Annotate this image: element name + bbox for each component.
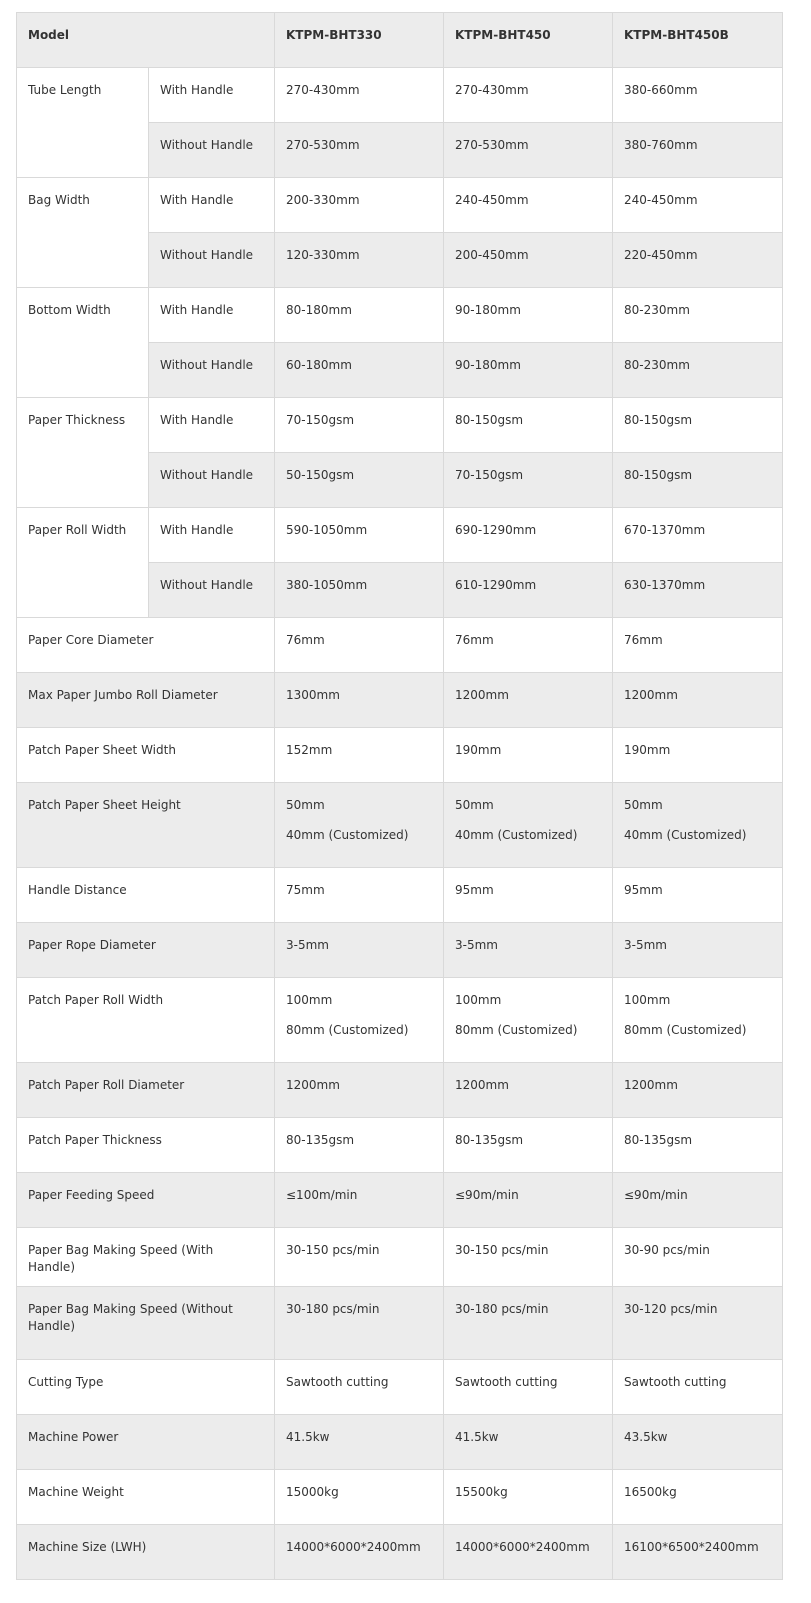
spec-body — [17, 68, 783, 1580]
table-row — [17, 68, 783, 123]
value-line-secondary: 80mm (Customized) — [455, 1023, 578, 1037]
value-cell — [613, 868, 783, 923]
value-cell — [613, 728, 783, 783]
value-cell — [613, 618, 783, 673]
value-cell — [275, 1360, 444, 1415]
value-cell: 380-760mm — [613, 123, 783, 178]
table-row — [17, 508, 783, 563]
value-cell: 590-1050mm — [275, 508, 444, 563]
table-row — [17, 288, 783, 343]
row-label: Machine Size (LWH) — [17, 1525, 275, 1580]
value-cell: 240-450mm — [444, 178, 613, 233]
value-cell — [613, 1228, 783, 1287]
header-row — [17, 13, 783, 68]
value-cell: 220-450mm — [613, 233, 783, 288]
value-cell: 90-180mm — [444, 343, 613, 398]
value-cell: 270-430mm — [275, 68, 444, 123]
value-line: 1200mm — [624, 688, 678, 702]
row-label: Handle Distance — [17, 868, 275, 923]
value-cell — [444, 1470, 613, 1525]
sub-label: Without Handle — [149, 123, 275, 178]
table-row — [17, 398, 783, 453]
value-cell: 690-1290mm — [444, 508, 613, 563]
value-line: 95mm — [455, 883, 494, 897]
value-line-secondary: 40mm (Customized) — [624, 828, 747, 842]
value-cell — [275, 923, 444, 978]
spec-table — [16, 12, 783, 1580]
value-cell — [444, 1360, 613, 1415]
value-cell — [444, 1415, 613, 1470]
value-line: 30-180 pcs/min — [455, 1302, 549, 1316]
value-line: 50mm — [455, 798, 494, 812]
table-row — [17, 1360, 783, 1415]
value-cell: 200-450mm — [444, 233, 613, 288]
value-cell — [613, 923, 783, 978]
value-line: Sawtooth cutting — [286, 1375, 389, 1389]
table-row — [17, 1415, 783, 1470]
value-cell: 380-660mm — [613, 68, 783, 123]
header-model-2: KTPM-BHT450 — [444, 13, 613, 68]
value-cell — [444, 923, 613, 978]
value-cell: 380-1050mm — [275, 563, 444, 618]
value-line: 76mm — [286, 633, 325, 647]
value-line: 190mm — [455, 743, 502, 757]
value-line-secondary: 80mm (Customized) — [286, 1023, 409, 1037]
value-line: 80-135gsm — [286, 1133, 355, 1147]
value-cell — [444, 673, 613, 728]
header-model-3: KTPM-BHT450B — [613, 13, 783, 68]
value-line: Sawtooth cutting — [624, 1375, 727, 1389]
sub-label: With Handle — [149, 178, 275, 233]
value-cell — [613, 1470, 783, 1525]
row-label: Patch Paper Sheet Height — [17, 783, 275, 868]
value-cell — [613, 978, 783, 1063]
value-line: ≤90m/min — [455, 1188, 519, 1202]
value-cell — [275, 868, 444, 923]
table-row — [17, 923, 783, 978]
value-cell — [613, 1525, 783, 1580]
value-cell — [275, 1228, 444, 1287]
table-row — [17, 618, 783, 673]
value-line: 190mm — [624, 743, 671, 757]
table-row — [17, 783, 783, 868]
row-label: Cutting Type — [17, 1360, 275, 1415]
row-label: Patch Paper Thickness — [17, 1118, 275, 1173]
value-line: 1200mm — [455, 688, 509, 702]
group-label: Bag Width — [17, 178, 149, 288]
sub-label: Without Handle — [149, 343, 275, 398]
value-cell — [613, 1173, 783, 1228]
table-row — [17, 728, 783, 783]
value-line: 1300mm — [286, 688, 340, 702]
value-cell — [613, 1287, 783, 1360]
row-label: Max Paper Jumbo Roll Diameter — [17, 673, 275, 728]
value-line: 30-150 pcs/min — [455, 1243, 549, 1257]
value-cell — [444, 1287, 613, 1360]
value-cell: 80-230mm — [613, 343, 783, 398]
value-line: 15500kg — [455, 1485, 508, 1499]
value-cell: 80-180mm — [275, 288, 444, 343]
value-line: ≤100m/min — [286, 1188, 358, 1202]
value-cell: 120-330mm — [275, 233, 444, 288]
value-cell: 90-180mm — [444, 288, 613, 343]
value-line: 30-120 pcs/min — [624, 1302, 718, 1316]
table-row — [17, 1173, 783, 1228]
value-line: 30-180 pcs/min — [286, 1302, 380, 1316]
value-line: 100mm — [455, 993, 502, 1007]
table-row — [17, 1228, 783, 1287]
sub-label: With Handle — [149, 68, 275, 123]
row-label: Paper Bag Making Speed (Without Handle) — [17, 1287, 275, 1360]
value-line-secondary: 40mm (Customized) — [455, 828, 578, 842]
value-line: 16500kg — [624, 1485, 677, 1499]
value-cell — [444, 1525, 613, 1580]
value-cell — [275, 1415, 444, 1470]
value-line: 152mm — [286, 743, 333, 757]
value-cell: 630-1370mm — [613, 563, 783, 618]
value-line: 30-150 pcs/min — [286, 1243, 380, 1257]
sub-label: With Handle — [149, 508, 275, 563]
row-label: Machine Weight — [17, 1470, 275, 1525]
value-cell — [613, 1118, 783, 1173]
sub-label: Without Handle — [149, 563, 275, 618]
row-label: Patch Paper Roll Diameter — [17, 1063, 275, 1118]
table-row — [17, 1525, 783, 1580]
value-line: 41.5kw — [455, 1430, 499, 1444]
value-line: 95mm — [624, 883, 663, 897]
value-line: 14000*6000*2400mm — [455, 1540, 590, 1554]
header-model: Model — [17, 13, 275, 68]
value-cell — [613, 783, 783, 868]
value-line: 43.5kw — [624, 1430, 668, 1444]
value-cell: 610-1290mm — [444, 563, 613, 618]
group-label: Tube Length — [17, 68, 149, 178]
value-cell — [275, 1173, 444, 1228]
sub-label: Without Handle — [149, 233, 275, 288]
row-label: Paper Rope Diameter — [17, 923, 275, 978]
row-label: Paper Feeding Speed — [17, 1173, 275, 1228]
group-label: Paper Thickness — [17, 398, 149, 508]
value-cell: 80-150gsm — [613, 398, 783, 453]
table-row — [17, 1118, 783, 1173]
value-line: 14000*6000*2400mm — [286, 1540, 421, 1554]
value-cell — [275, 673, 444, 728]
value-line: 100mm — [624, 993, 671, 1007]
row-label: Patch Paper Sheet Width — [17, 728, 275, 783]
value-line: 1200mm — [286, 1078, 340, 1092]
value-cell — [275, 978, 444, 1063]
value-line: 76mm — [455, 633, 494, 647]
value-line: 100mm — [286, 993, 333, 1007]
value-line: 3-5mm — [624, 938, 667, 952]
value-cell — [444, 1063, 613, 1118]
value-cell — [613, 1360, 783, 1415]
value-line: 41.5kw — [286, 1430, 330, 1444]
value-line: 15000kg — [286, 1485, 339, 1499]
row-label: Patch Paper Roll Width — [17, 978, 275, 1063]
value-cell: 80-150gsm — [444, 398, 613, 453]
value-line: 50mm — [624, 798, 663, 812]
table-row — [17, 1287, 783, 1360]
row-label: Paper Bag Making Speed (With Handle) — [17, 1228, 275, 1287]
value-cell: 240-450mm — [613, 178, 783, 233]
value-cell — [275, 618, 444, 673]
value-cell — [444, 1118, 613, 1173]
value-cell: 80-150gsm — [613, 453, 783, 508]
header-model-1: KTPM-BHT330 — [275, 13, 444, 68]
value-line: Sawtooth cutting — [455, 1375, 558, 1389]
value-line: 80-135gsm — [455, 1133, 524, 1147]
value-cell: 70-150gsm — [275, 398, 444, 453]
value-cell: 270-530mm — [444, 123, 613, 178]
table-row — [17, 178, 783, 233]
value-cell: 270-530mm — [275, 123, 444, 178]
value-cell: 200-330mm — [275, 178, 444, 233]
value-cell: 80-230mm — [613, 288, 783, 343]
value-line: 76mm — [624, 633, 663, 647]
group-label: Paper Roll Width — [17, 508, 149, 618]
value-cell — [275, 1118, 444, 1173]
value-cell — [444, 1173, 613, 1228]
value-cell — [444, 978, 613, 1063]
value-cell: 670-1370mm — [613, 508, 783, 563]
value-line: 30-90 pcs/min — [624, 1243, 710, 1257]
value-cell: 70-150gsm — [444, 453, 613, 508]
value-cell — [275, 1470, 444, 1525]
value-cell — [275, 728, 444, 783]
value-cell — [613, 673, 783, 728]
table-row — [17, 978, 783, 1063]
group-label: Bottom Width — [17, 288, 149, 398]
value-cell: 60-180mm — [275, 343, 444, 398]
sub-label: With Handle — [149, 288, 275, 343]
value-cell — [444, 1228, 613, 1287]
value-line: 3-5mm — [286, 938, 329, 952]
table-row — [17, 1470, 783, 1525]
value-line: 75mm — [286, 883, 325, 897]
table-row — [17, 1063, 783, 1118]
value-cell — [444, 728, 613, 783]
value-line-secondary: 80mm (Customized) — [624, 1023, 747, 1037]
value-cell — [275, 1063, 444, 1118]
sub-label: With Handle — [149, 398, 275, 453]
value-line-secondary: 40mm (Customized) — [286, 828, 409, 842]
row-label: Paper Core Diameter — [17, 618, 275, 673]
value-line: 80-135gsm — [624, 1133, 693, 1147]
value-cell: 270-430mm — [444, 68, 613, 123]
table-row — [17, 673, 783, 728]
value-line: 3-5mm — [455, 938, 498, 952]
sub-label: Without Handle — [149, 453, 275, 508]
value-cell — [444, 783, 613, 868]
value-cell — [444, 868, 613, 923]
value-cell — [275, 1525, 444, 1580]
value-line: 50mm — [286, 798, 325, 812]
value-cell — [275, 783, 444, 868]
value-cell — [444, 618, 613, 673]
value-cell — [613, 1063, 783, 1118]
value-line: 16100*6500*2400mm — [624, 1540, 759, 1554]
value-cell: 50-150gsm — [275, 453, 444, 508]
value-line: ≤90m/min — [624, 1188, 688, 1202]
table-row — [17, 868, 783, 923]
row-label: Machine Power — [17, 1415, 275, 1470]
value-line: 1200mm — [455, 1078, 509, 1092]
value-cell — [275, 1287, 444, 1360]
value-line: 1200mm — [624, 1078, 678, 1092]
value-cell — [613, 1415, 783, 1470]
